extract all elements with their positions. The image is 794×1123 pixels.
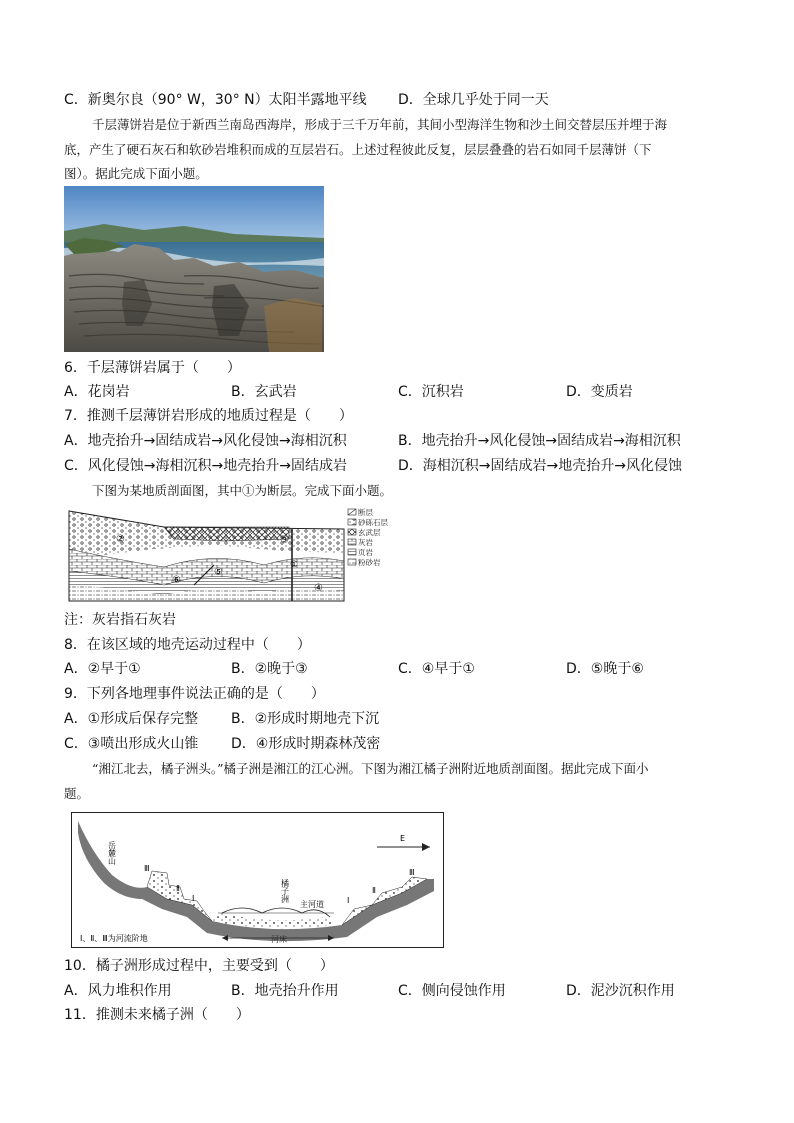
intro1-line1: 千层薄饼岩是位于新西兰南岛西海岸，形成于三千万年前，其间小型海洋生物和沙土间交替层压并埋于海 bbox=[92, 117, 668, 132]
q9-option-d: D．④形成时期森林茂密 bbox=[231, 736, 381, 752]
intro1-line2: 底，产生了硬石灰石和软砂岩堆积而成的互层岩石。上述过程彼此反复，层层叠叠的岩石如同千层薄饼（下 bbox=[64, 142, 652, 157]
intro3-line2: 题。 bbox=[64, 786, 90, 801]
q7-option-c: C．风化侵蚀→海相沉积→地壳抬升→固结成岩 bbox=[64, 458, 347, 474]
terrace-2-right: Ⅱ bbox=[372, 886, 376, 895]
label-4: ④ bbox=[314, 583, 323, 594]
label-5: ⑤ bbox=[214, 567, 223, 578]
legend-siltstone: 粉砂岩 bbox=[358, 558, 381, 567]
mountain-label: 岳麓山 bbox=[107, 841, 117, 865]
terrace-2-left: Ⅱ bbox=[176, 884, 180, 893]
q8-option-c: C．④早于① bbox=[398, 661, 475, 677]
terrace-3-right: Ⅲ bbox=[409, 868, 415, 877]
pancake-rocks-photo bbox=[64, 186, 324, 352]
intro2: 下图为某地质剖面图，其中①为断层。完成下面小题。 bbox=[92, 483, 393, 498]
q10-option-d: D．泥沙沉积作用 bbox=[566, 983, 675, 999]
legend-gravel: 砂砾石层 bbox=[358, 518, 388, 527]
q11-stem: 11．推测未来橘子洲（ ） bbox=[64, 1007, 250, 1023]
intro1-line3: 图）。据此完成下面小题。 bbox=[64, 166, 208, 181]
q10-option-c: C．侧向侵蚀作用 bbox=[398, 983, 506, 999]
terrace-1-left: Ⅰ bbox=[192, 894, 195, 903]
q8-option-d: D．⑤晚于⑥ bbox=[566, 661, 644, 677]
q7-option-d: D．海相沉积→固结成岩→地壳抬升→风化侵蚀 bbox=[398, 458, 682, 474]
east-label: E bbox=[400, 834, 406, 843]
island-label: 橘子洲 bbox=[280, 879, 290, 903]
figure-note: 注：灰岩指石灰岩 bbox=[64, 612, 176, 628]
q6-option-d: D．变质岩 bbox=[566, 384, 633, 400]
label-2: ② bbox=[116, 534, 125, 545]
geologic-section-figure bbox=[64, 505, 394, 605]
terrace-3-left: Ⅲ bbox=[144, 864, 150, 873]
river-section-figure bbox=[71, 812, 444, 948]
terrace-caption: Ⅰ、Ⅱ、Ⅲ为河流阶地 bbox=[80, 934, 148, 943]
q6-option-b: B．玄武岩 bbox=[231, 384, 297, 400]
legend-limestone: 灰岩 bbox=[358, 538, 373, 547]
legend-basalt: 玄武层 bbox=[358, 528, 381, 537]
q10-option-a: A．风力堆积作用 bbox=[64, 983, 172, 999]
riverbed-label: 河床 bbox=[271, 935, 287, 944]
q8-option-a: A．②早于① bbox=[64, 661, 141, 677]
q5-option-d: D．全球几乎处于同一天 bbox=[398, 92, 549, 108]
q7-option-b: B．地壳抬升→风化侵蚀→固结成岩→海相沉积 bbox=[398, 433, 681, 449]
terrace-1-right: Ⅰ bbox=[347, 896, 350, 905]
q9-option-a: A．①形成后保存完整 bbox=[64, 711, 199, 727]
q6-option-a: A．花岗岩 bbox=[64, 384, 130, 400]
q10-stem: 10．橘子洲形成过程中，主要受到（ ） bbox=[64, 958, 334, 974]
q9-option-c: C．③喷出形成火山锥 bbox=[64, 736, 199, 752]
q7-stem: 7．推测千层薄饼岩形成的地质过程是（ ） bbox=[64, 408, 353, 424]
q10-option-b: B．地壳抬升作用 bbox=[231, 983, 339, 999]
label-1: ① bbox=[290, 560, 299, 570]
q8-option-b: B．②晚于③ bbox=[231, 661, 308, 677]
legend-shale: 页岩 bbox=[358, 548, 373, 557]
q9-option-b: B．②形成时期地壳下沉 bbox=[231, 711, 380, 727]
q9-stem: 9．下列各地理事件说法正确的是（ ） bbox=[64, 686, 325, 702]
q6-stem: 6．千层薄饼岩属于（ ） bbox=[64, 360, 241, 376]
q5-option-c: C．新奥尔良（90° W，30° N）太阳半露地平线 bbox=[64, 92, 367, 108]
label-3: ③ bbox=[280, 535, 289, 546]
legend-fault: 断层 bbox=[358, 508, 373, 517]
q8-stem: 8．在该区域的地壳运动过程中（ ） bbox=[64, 637, 311, 653]
q6-option-c: C．沉积岩 bbox=[398, 384, 464, 400]
channel-label: 主河道 bbox=[300, 900, 324, 909]
label-6: ⑥ bbox=[172, 575, 181, 586]
intro3-line1: “湘江北去，橘子洲头。”橘子洲是湘江的江心洲。下图为湘江橘子洲附近地质剖面图。据此完成下面小 bbox=[92, 761, 649, 776]
q7-option-a: A．地壳抬升→固结成岩→风化侵蚀→海相沉积 bbox=[64, 433, 347, 449]
